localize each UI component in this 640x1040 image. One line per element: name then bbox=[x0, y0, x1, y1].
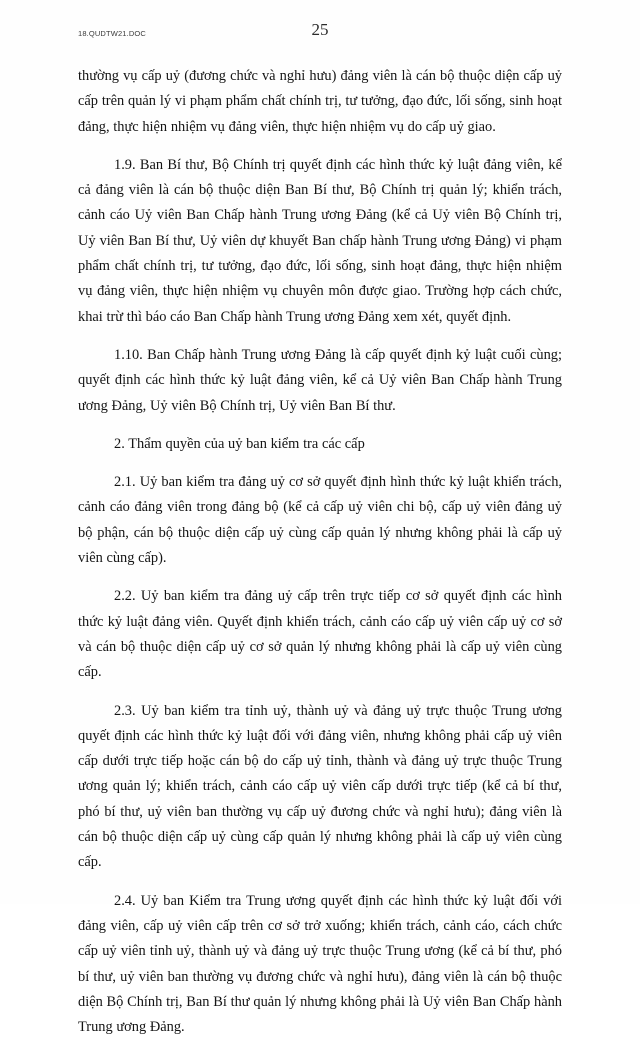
paragraph-2-4: 2.4. Uỷ ban Kiểm tra Trung ương quyết định các hình thức kỷ luật đối với đảng viên, cấp uỷ viên cấp trên cơ sở trở xuống; khiển trách, cảnh cáo, cách chức cấp uỷ viên tỉnh uỷ, thành uỷ và đảng uỷ trực thuộc Trung ương (kể cả bí thư, phó bí thư, uỷ viên ban thường vụ đương chức và nghỉ hưu), đảng viên là cán bộ thuộc diện Bộ Chính trị, Ban Bí thư quản lý nhưng không phải là Uỷ viên Ban Chấp hành Trung ương Đảng. bbox=[78, 892, 562, 1036]
paragraph-2-3: 2.3. Uỷ ban kiểm tra tỉnh uỷ, thành uỷ và đảng uỷ trực thuộc Trung ương quyết định các hình thức kỷ luật đối với đảng viên, nhưng không phải cấp uỷ viên cấp dưới trực tiếp hoặc cán bộ do cấp uỷ tỉnh, thành và đảng uỷ trực thuộc Trung ương quản lý; khiển trách, cảnh cáo cấp uỷ viên cấp dưới trực tiếp (kể cả bí thư, phó bí thư, uỷ viên ban thường vụ cấp uỷ đương chức và nghỉ hưu); đảng viên là cán bộ thuộc diện cấp uỷ cùng cấp quản lý nhưng không phải là cấp uỷ viên cùng cấp. bbox=[78, 702, 562, 871]
paragraph-2-1: 2.1. Uỷ ban kiểm tra đảng uỷ cơ sở quyết định hình thức kỷ luật khiển trách, cảnh cáo đảng viên trong đảng bộ (kể cả cấp uỷ viên chi bộ, cấp uỷ viên đảng uỷ bộ phận, cán bộ thuộc diện cấp uỷ cùng cấp quản lý nhưng không phải là cấp uỷ viên cùng cấp). bbox=[78, 474, 562, 567]
document-body bbox=[78, 64, 562, 1040]
paragraph-1-10: 1.10. Ban Chấp hành Trung ương Đảng là cấp quyết định kỷ luật cuối cùng; quyết định các hình thức kỷ luật đảng viên, kể cả Uỷ viên Ban Chấp hành Trung ương Đảng, Uỷ viên Bộ Chính trị, Uỷ viên Ban Bí thư. bbox=[78, 346, 562, 414]
page-number: 25 bbox=[311, 20, 329, 39]
paragraph-1-9: 1.9. Ban Bí thư, Bộ Chính trị quyết định các hình thức kỷ luật đảng viên, kể cả đảng viên là cán bộ thuộc diện Ban Bí thư, Bộ Chính trị quản lý; khiển trách, cảnh cáo Uỷ viên Ban Chấp hành Trung ương Đảng (kể cả Uỷ viên Bộ Chính trị, Uỷ viên Ban Bí thư, Uỷ viên dự khuyết Ban chấp hành Trung ương Đảng) vi phạm phẩm chất chính trị, tư tưởng, đạo đức, lối sống, sinh hoạt đảng, thực hiện nhiệm vụ đảng viên, thực hiện nhiệm vụ chuyên môn được giao. Trường hợp cách chức, khai trừ thì báo cáo Ban Chấp hành Trung ương Đảng xem xét, quyết định. bbox=[78, 156, 562, 325]
page-header bbox=[0, 20, 640, 47]
paragraph-2-2: 2.2. Uỷ ban kiểm tra đảng uỷ cấp trên trực tiếp cơ sở quyết định các hình thức kỷ luật đảng viên. Quyết định khiển trách, cảnh cáo cấp uỷ viên cấp uỷ cơ sở và cán bộ thuộc diện cấp uỷ cơ sở quản lý nhưng không phải là cấp uỷ viên cùng cấp. bbox=[78, 588, 562, 681]
paragraph-continuation: thường vụ cấp uỷ (đương chức và nghỉ hưu) đảng viên là cán bộ thuộc diện cấp uỷ cấp trên quản lý vi phạm phẩm chất chính trị, tư tưởng, đạo đức, lối sống, sinh hoạt đảng, thực hiện nhiệm vụ đảng viên, thực hiện nhiệm vụ do cấp uỷ giao. bbox=[78, 68, 562, 135]
section-heading-2: 2. Thẩm quyền của uỷ ban kiểm tra các cấp bbox=[114, 435, 365, 452]
document-code-label: 18.QUDTW21.DOC bbox=[78, 29, 146, 38]
